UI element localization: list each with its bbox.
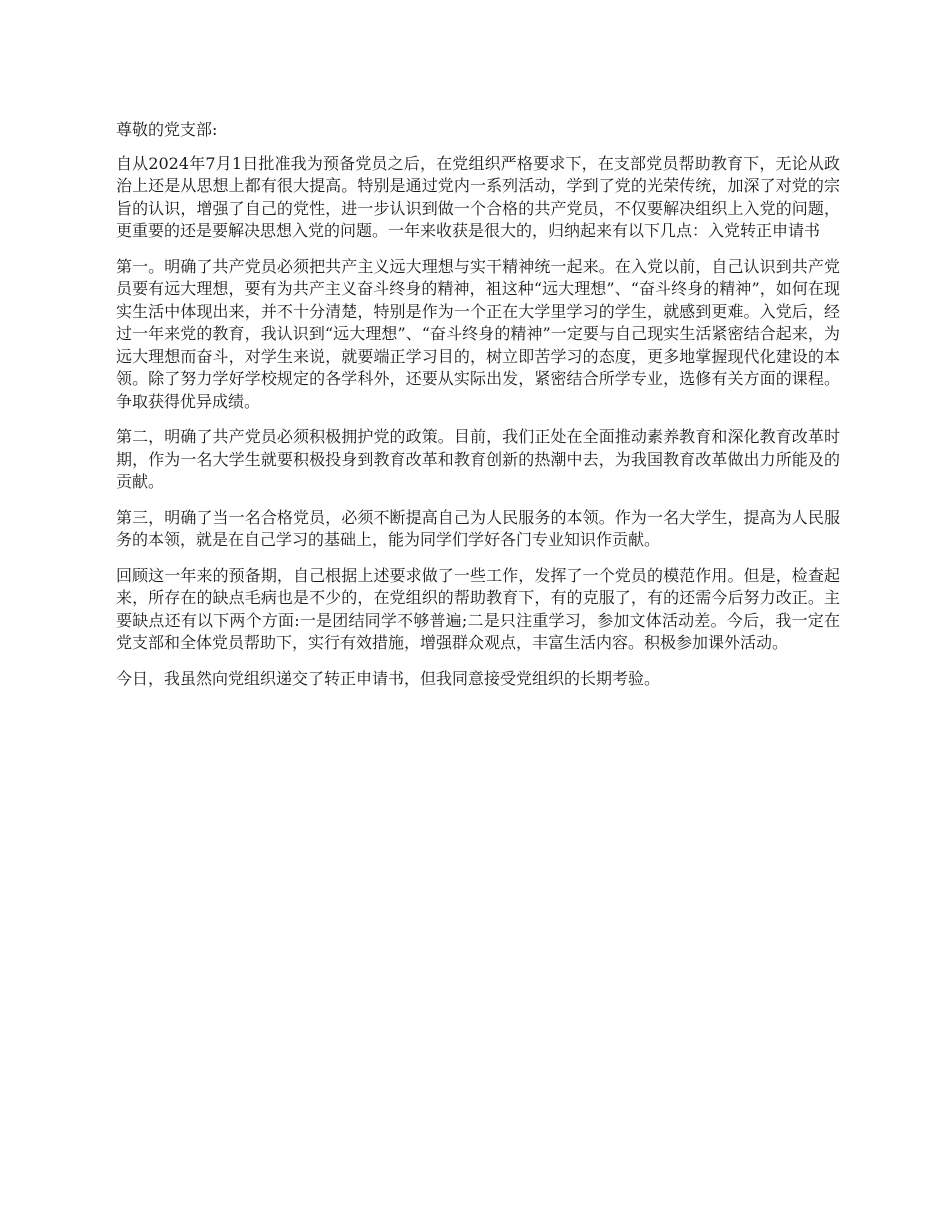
salutation: 尊敬的党支部:	[116, 120, 218, 139]
paragraph-closing: 今日，我虽然向党组织递交了转正申请书，但我同意接受党组织的长期考验。	[116, 668, 661, 688]
paragraph-review: 回顾这一年来的预备期，自己根据上述要求做了一些工作，发挥了一个党员的模范作用。但是，检查起来，所存在的缺点毛病也是不少的，在党组织的帮助教育下，有的克服了，有的还需今后努力改正。主要缺点还有以下两个方面:一是团结同学不够普遍;二是只注重学习，参加文体活动差。今后，我一定在党支部和全体党员帮助下，实行有效措施，增强群众观点，丰富生活内容。积极参加课外活动。	[116, 565, 840, 652]
paragraph-intro: 自从2024年7月1日批准我为预备党员之后，在党组织严格要求下，在支部党员帮助教育下，无论从政治上还是从思想上都有很大提高。特别是通过党内一系列活动，学到了党的光荣传统，加深了对党的宗旨的认识，增强了自己的党性，进一步认识到做一个合格的共产党员，不仅要解决组织上入党的问题，更重要的还是要解决思想入党的问题。一年来收获是很大的，归纳起来有以下几点：入党转正申请书	[116, 153, 840, 240]
paragraph-third-point: 第三，明确了当一名合格党员，必须不断提高自己为人民服务的本领。作为一名大学生，提高为人民服务的本领，就是在自己学习的基础上，能为同学们学好各门专业知识作贡献。	[116, 507, 840, 549]
paragraph-first-point: 第一。明确了共产党员必须把共产主义远大理想与实干精神统一起来。在入党以前，自己认识到共产党员要有远大理想，要有为共产主义奋斗终身的精神，袓这种“远大理想”、“奋斗终身的精神”，如何在现实生活中体现出来，并不十分清楚，特别是作为一个正在大学里学习的学生，就感到更难。入党后，经过一年来党的教育，我认识到“远大理想”、“奋斗终身的精神”一定要与自己现实生活紧密结合起来，为远大理想而奋斗，对学生来说，就要端正学习目的，树立即苦学习的态度，更多地掌握现代化建设的本领。除了努力学好学校规定的各学科外，还要从实际出发，紧密结合所学专业，选修有关方面的课程。争取获得优异成绩。	[116, 256, 840, 411]
paragraph-second-point: 第二，明确了共产党员必须积极拥护党的政策。目前，我们正处在全面推动素养教育和深化教育改革时期，作为一名大学生就要积极投身到教育改革和教育创新的热潮中去，为我国教育改革做出力所能及的贡献。	[116, 427, 840, 491]
letter-body	[116, 119, 840, 703]
